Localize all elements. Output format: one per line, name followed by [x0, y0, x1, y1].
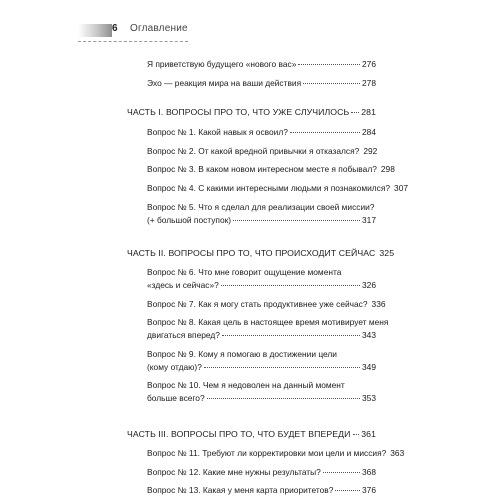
toc-entry[interactable]: [147, 163, 395, 175]
toc-entry-page: 292: [363, 146, 378, 156]
toc-entry-page: 284: [362, 127, 376, 137]
toc-entry-label: Вопрос № 4. С какими интересными людьми я познакомился?: [147, 183, 391, 193]
toc-entry[interactable]: [147, 466, 376, 478]
toc-entry-label: Вопрос № 11. Требуют ли корректировки мои цели и миссия?: [147, 448, 387, 458]
toc-entry[interactable]: [147, 329, 376, 341]
toc-entry-page: 298: [380, 164, 395, 174]
dot-leader: [335, 482, 360, 491]
toc-entry-line1[interactable]: Вопрос № 10. Чем я недоволен на данный момент: [147, 380, 345, 390]
toc-entry-label: Вопрос № 2. От какой вредной привычки я отказался?: [147, 146, 360, 156]
toc-entry[interactable]: [147, 392, 376, 404]
toc-part-label: ЧАСТЬ I. ВОПРОСЫ ПРО ТО, ЧТО УЖЕ СЛУЧИЛОСЬ: [127, 107, 350, 117]
toc-entry[interactable]: [147, 214, 376, 226]
toc-entry-label: двигаться вперед?: [147, 330, 220, 340]
dot-leader: [323, 464, 360, 473]
header-title: Оглавление: [130, 23, 188, 34]
toc-entry-line1[interactable]: Вопрос № 6. Что мне говорит ощущение момента: [147, 267, 342, 277]
toc-entry[interactable]: [147, 447, 405, 459]
toc-entry-page: 326: [362, 280, 376, 290]
dot-leader: [233, 212, 360, 221]
toc-entry-page: 376: [362, 485, 376, 495]
toc-entry-line1[interactable]: Вопрос № 9. Кому я помогаю в достижении цели: [147, 349, 337, 359]
toc-entry-page: 343: [362, 330, 376, 340]
toc-entry-page: 276: [362, 59, 376, 69]
toc-entry-label: Вопрос № 3. В каком новом интересном месте я побывал?: [147, 164, 377, 174]
toc-part-page: 361: [361, 429, 376, 439]
dot-leader: [207, 390, 360, 399]
toc-entry[interactable]: [147, 182, 409, 194]
toc-entry-label: больше всего?: [147, 393, 205, 403]
toc-entry-page: 368: [362, 467, 376, 477]
toc-entry[interactable]: [147, 77, 376, 89]
toc-entry-page: 353: [362, 393, 376, 403]
toc-entry-label: Вопрос № 1. Какой навык я освоил?: [147, 127, 288, 137]
dot-leader: [222, 327, 360, 336]
toc-entry-label: «здесь и сейчас»?: [147, 280, 219, 290]
toc-entry-page: 336: [371, 299, 386, 309]
toc-entry[interactable]: [147, 298, 386, 310]
toc-entry[interactable]: [147, 126, 376, 138]
toc-entry-page: 349: [362, 362, 376, 372]
toc-entry[interactable]: [147, 145, 376, 157]
toc-part-heading[interactable]: [127, 106, 376, 118]
toc-part-page: 281: [361, 107, 376, 117]
toc-entry-label: (+ большой поступок): [147, 215, 232, 225]
dot-leader: [353, 426, 360, 435]
toc-entry-label: Вопрос № 7. Как я могу стать продуктивнее уже сейчас?: [147, 299, 368, 309]
dot-leader: [351, 104, 359, 113]
page-number: 6: [112, 23, 118, 34]
toc-entry-page: 278: [362, 78, 376, 88]
toc-entry-label: (кому отдаю)?: [147, 362, 202, 372]
toc-part-heading[interactable]: [127, 428, 376, 440]
toc-part-heading[interactable]: [127, 247, 395, 259]
toc-entry-page: 307: [394, 183, 409, 193]
toc-entry[interactable]: [147, 484, 376, 496]
toc-entry-label: Вопрос № 13. Какая у меня карта приоритетов?: [147, 485, 334, 495]
toc-part-page: 325: [379, 248, 395, 258]
dot-leader: [290, 124, 360, 133]
toc-entry-page: 317: [362, 215, 376, 225]
toc-entry-label: Вопрос № 12. Какие мне нужны результаты?: [147, 467, 321, 477]
toc-entry-line1[interactable]: Вопрос № 8. Какая цель в настоящее время мотивирует меня: [147, 317, 389, 327]
dot-leader: [204, 359, 360, 368]
dot-leader: [298, 56, 360, 65]
dot-leader: [303, 75, 360, 84]
toc-entry[interactable]: [147, 279, 376, 291]
toc-entry[interactable]: [147, 361, 376, 373]
toc-entry-label: Я приветствую будущего «нового вас»: [147, 59, 297, 69]
toc-entry[interactable]: [147, 58, 376, 70]
toc-entry-page: 363: [390, 448, 405, 458]
toc-part-label: ЧАСТЬ III. ВОПРОСЫ ПРО ТО, ЧТО БУДЕТ ВПЕРЕДИ: [127, 429, 351, 439]
toc-part-label: ЧАСТЬ II. ВОПРОСЫ ПРО ТО, ЧТО ПРОИСХОДИТ СЕЙЧАС: [127, 248, 376, 258]
toc-entry-line1[interactable]: Вопрос № 5. Что я сделал для реализации своей миссии?: [147, 202, 375, 212]
toc-entry-label: Эхо — реакция мира на ваши действия: [147, 78, 302, 88]
dot-leader: [221, 277, 360, 286]
